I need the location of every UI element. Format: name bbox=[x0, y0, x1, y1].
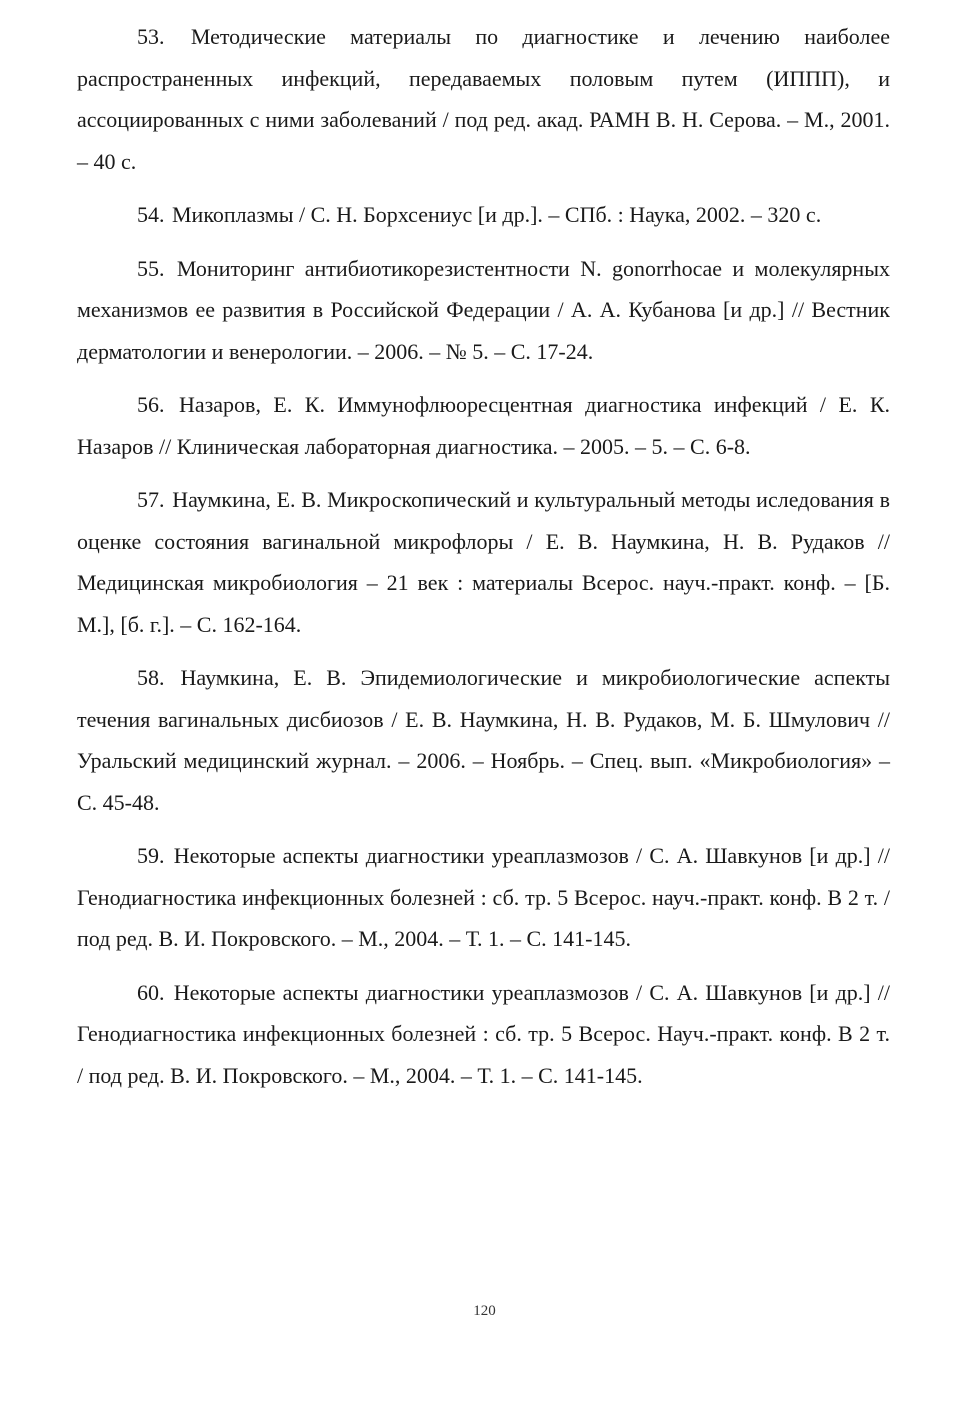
reference-number: 53. bbox=[137, 24, 165, 49]
reference-number: 56. bbox=[137, 392, 165, 417]
reference-number: 57. bbox=[137, 487, 165, 512]
reference-list bbox=[77, 16, 890, 1108]
reference-text: Некоторые аспекты диагностики уреаплазмозов / С. А. Шавкунов [и др.] // Генодиагностика инфекционных болезней : сб. тр. 5 Всерос. науч.-практ. конф. В 2 т. / под ред. В. И. Покровского. – М., 2004. – Т. 1. – С. 141-145. bbox=[77, 843, 891, 951]
reference-text: Наумкина, Е. В. Микроскопический и культуральный методы иследования в оценке состояния вагинальной микрофлоры / Е. В. Наумкина, Н. В. Рудаков // Медицинская микробиология – 21 век : материалы Всерос. науч.-практ. конф. – [Б. М.], [б. г.]. – С. 162-164. bbox=[77, 487, 890, 637]
reference-number: 55. bbox=[137, 255, 165, 281]
reference-text: Наумкина, Е. В. Эпидемиологические и микробиологические аспекты течения вагинальных дисбиозов / Е. В. Наумкина, Н. В. Рудаков, М. Б. Шмулович // Уральский медицинский журнал. – 2006. – Ноябрь. – Спец. вып. «Микробиология» – С. 45-48. bbox=[77, 665, 890, 815]
reference-item bbox=[77, 972, 890, 1097]
reference-number: 54. bbox=[137, 202, 165, 227]
reference-item bbox=[77, 835, 890, 960]
reference-text: Назаров, Е. К. Иммунофлюоресцентная диагностика инфекций / Е. К. Назаров // Клиническая лабораторная диагностика. – 2005. – 5. – С. 6-8. bbox=[77, 392, 891, 459]
reference-number: 58. bbox=[137, 665, 165, 690]
reference-item bbox=[77, 479, 890, 645]
reference-number: 60. bbox=[137, 979, 165, 1005]
reference-item bbox=[77, 384, 890, 467]
reference-item bbox=[77, 194, 890, 236]
reference-text: Мониторинг антибиотикорезистентности N. gonorrhocae и молекулярных механизмов ее развития в Российской Федерации / А. А. Кубанова [и др.] // Вестник дерматологии и венерологии. – 2006. – № 5. – С. 17-24. bbox=[77, 255, 890, 364]
reference-text: Некоторые аспекты диагностики уреаплазмозов / С. А. Шавкунов [и др.] // Генодиагностика инфекционных болезней : сб. тр. 5 Всерос. Науч.-практ. конф. В 2 т. / под ред. В. И. Покровского. – М., 2004. – Т. 1. – С. 141-145. bbox=[77, 979, 891, 1088]
reference-text: Методические материалы по диагностике и лечению наиболее распространенных инфекций, передаваемых половым путем (ИППП), и ассоциированных с ними заболеваний / под ред. акад. РАМН В. Н. Серова. – М., 2001. – 40 с. bbox=[77, 24, 890, 174]
page-number: 120 bbox=[473, 1303, 496, 1319]
reference-item bbox=[77, 248, 890, 373]
reference-number: 59. bbox=[137, 843, 165, 868]
reference-text: Микоплазмы / С. Н. Борхсениус [и др.]. – СПб. : Наука, 2002. – 320 с. bbox=[172, 202, 822, 227]
reference-item bbox=[77, 657, 890, 823]
reference-item bbox=[77, 16, 890, 182]
